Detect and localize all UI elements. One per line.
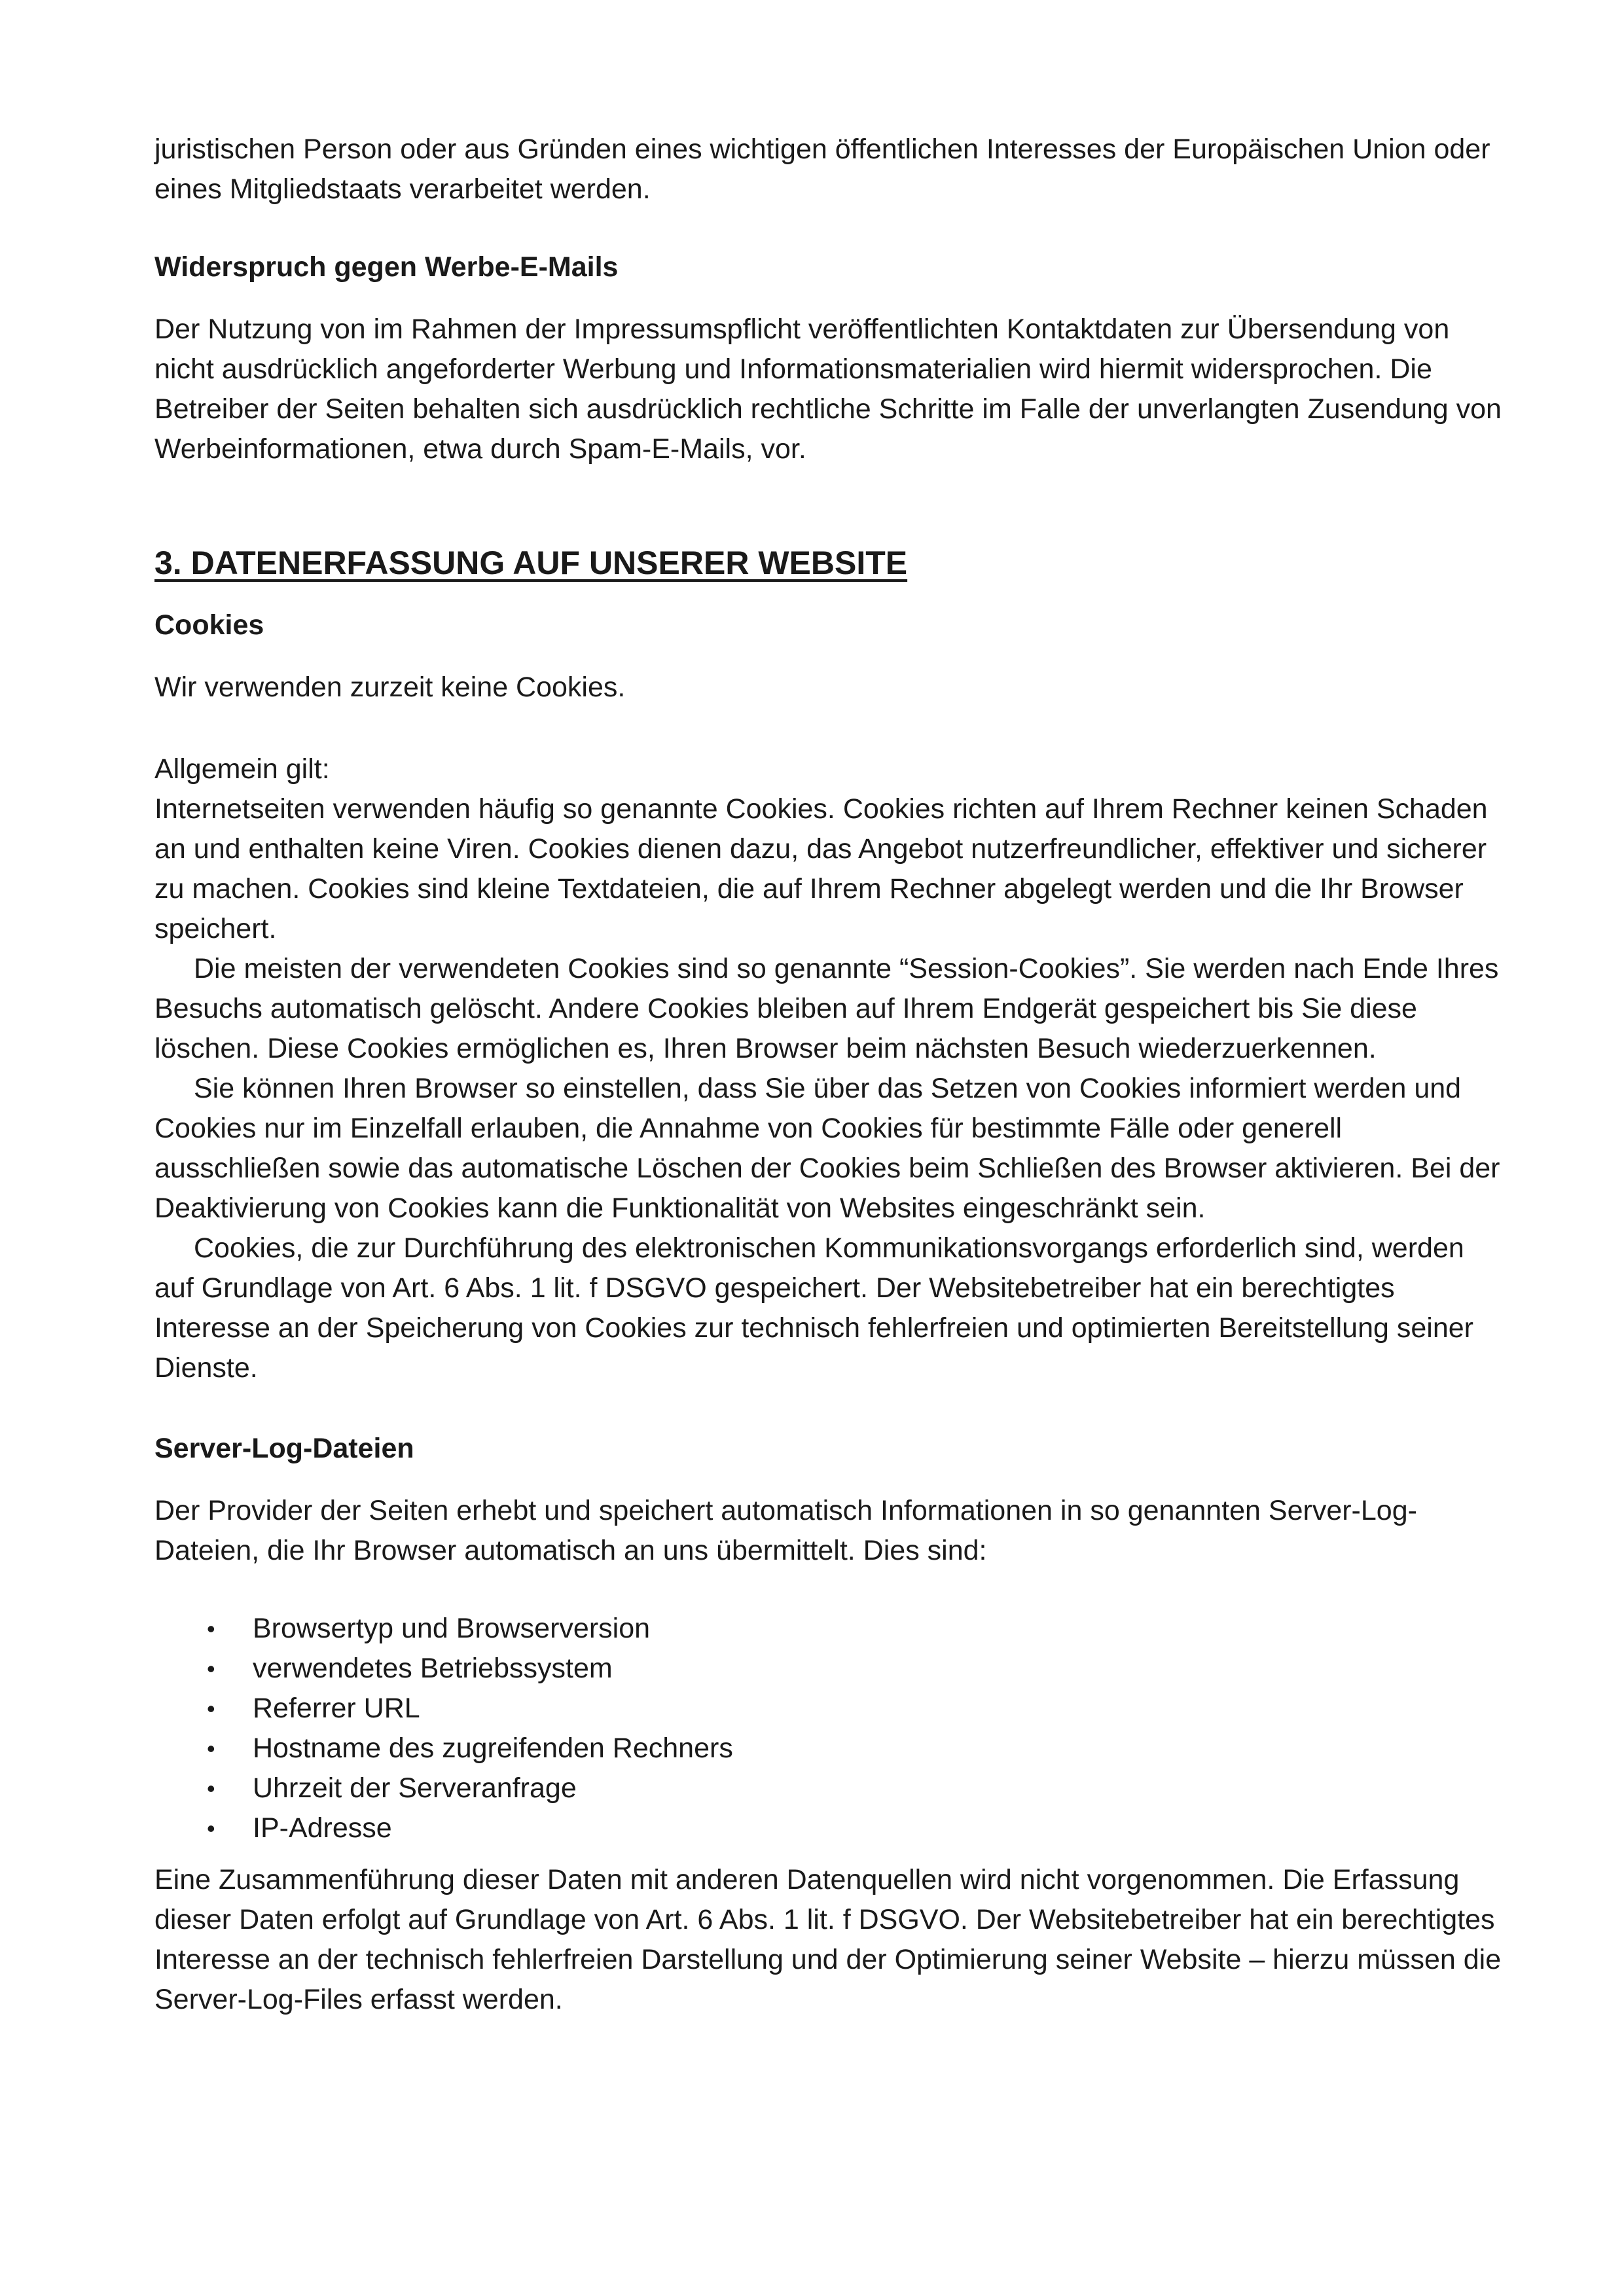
cookies-statement: Wir verwenden zurzeit keine Cookies. [154,672,626,703]
bullet-icon: • [207,1815,215,1842]
intro-paragraph: juristischen Person oder aus Gründen eines wichtigen öffentlichen Interesses der Europäischen Union oder eines Mitgliedstaats verarbeitet werden. [154,134,1490,205]
list-item: • Browsertyp und Browserversion [154,1609,1503,1649]
werbe-paragraph: Der Nutzung von im Rahmen der Impressumspflicht veröffentlichten Kontaktdaten zur Übersendung von nicht ausdrücklich angeforderter Werbung und Informationsmaterialien wird hiermit widersprochen. Die Betreiber der Seiten behalten sich ausdrücklich rechtliche Schritte im Falle der unverlangten Zusendung von Werbeinformationen, etwa durch Spam-E-Mails, vor. [154,314,1502,465]
bullet-icon: • [207,1775,215,1802]
list-item: • Hostname des zugreifenden Rechners [154,1729,1503,1768]
bullet-icon: • [207,1735,215,1762]
list-item: • verwendetes Betriebssystem [154,1649,1503,1689]
list-item: • Uhrzeit der Serveranfrage [154,1768,1503,1808]
werbe-heading: Widerspruch gegen Werbe-E-Mails [154,251,619,283]
list-item: • IP-Adresse [154,1808,1503,1848]
serverlog-intro: Der Provider der Seiten erhebt und speichert automatisch Informationen in so genannten Server-Log-Dateien, die Ihr Browser automatisch an uns übermittelt. Dies sind: [154,1495,1417,1566]
cookies-paragraph-4: Cookies, die zur Durchführung des elektronischen Kommunikationsvorgangs erforderlich sind, werden auf Grundlage von Art. 6 Abs. 1 lit. f DSGVO gespeichert. Der Websitebetreiber hat ein berechtigtes Interesse an der Speicherung von Cookies zur technisch fehlerfreien und optimierten Bereitstellung seiner Dienste. [154,1232,1473,1384]
serverlog-outro: Eine Zusammenführung dieser Daten mit anderen Datenquellen wird nicht vorgenommen. Die Erfassung dieser Daten erfolgt auf Grundlage von Art. 6 Abs. 1 lit. f DSGVO. Der Websitebetreiber hat ein berechtigtes Interesse an der technisch fehlerfreien Darstellung und der Optimierung seiner Website – hierzu müssen die Server-Log-Files erfasst werden. [154,1864,1502,2015]
cookies-heading: Cookies [154,609,264,641]
page-content [154,130,1503,2020]
cookies-paragraph-1: Internetseiten verwenden häufig so genannte Cookies. Cookies richten auf Ihrem Rechner keinen Schaden an und enthalten keine Viren. Cookies dienen dazu, das Angebot nutzerfreundlicher, effektiver und sicherer zu machen. Cookies sind kleine Textdateien, die auf Ihrem Rechner abgelegt werden und die Ihr Browser speichert. [154,793,1488,944]
bullet-icon: • [207,1615,215,1642]
list-item: • Referrer URL [154,1689,1503,1729]
cookies-paragraph-3: Sie können Ihren Browser so einstellen, dass Sie über das Setzen von Cookies informiert werden und Cookies nur im Einzelfall erlauben, die Annahme von Cookies für bestimmte Fälle oder generell ausschließen sowie das automatische Löschen der Cookies beim Schließen des Browser aktivieren. Bei der Deaktivierung von Cookies kann die Funktionalität von Websites eingeschränkt sein. [154,1073,1500,1224]
bullet-icon: • [207,1695,215,1722]
serverlog-heading: Server-Log-Dateien [154,1433,414,1464]
section-heading: 3. DATENERFASSUNG AUF UNSERER WEBSITE [154,545,908,581]
bullet-icon: • [207,1655,215,1682]
cookies-paragraph-2: Die meisten der verwendeten Cookies sind so genannte “Session-Cookies”. Sie werden nach Ende Ihres Besuchs automatisch gelöscht. Andere Cookies bleiben auf Ihrem Endgerät gespeichert bis Sie diese löschen. Diese Cookies ermöglichen es, Ihren Browser beim nächsten Besuch wiederzuerkennen. [154,953,1499,1064]
cookies-general-label: Allgemein gilt: [154,753,330,785]
serverlog-list [154,1609,1503,1848]
